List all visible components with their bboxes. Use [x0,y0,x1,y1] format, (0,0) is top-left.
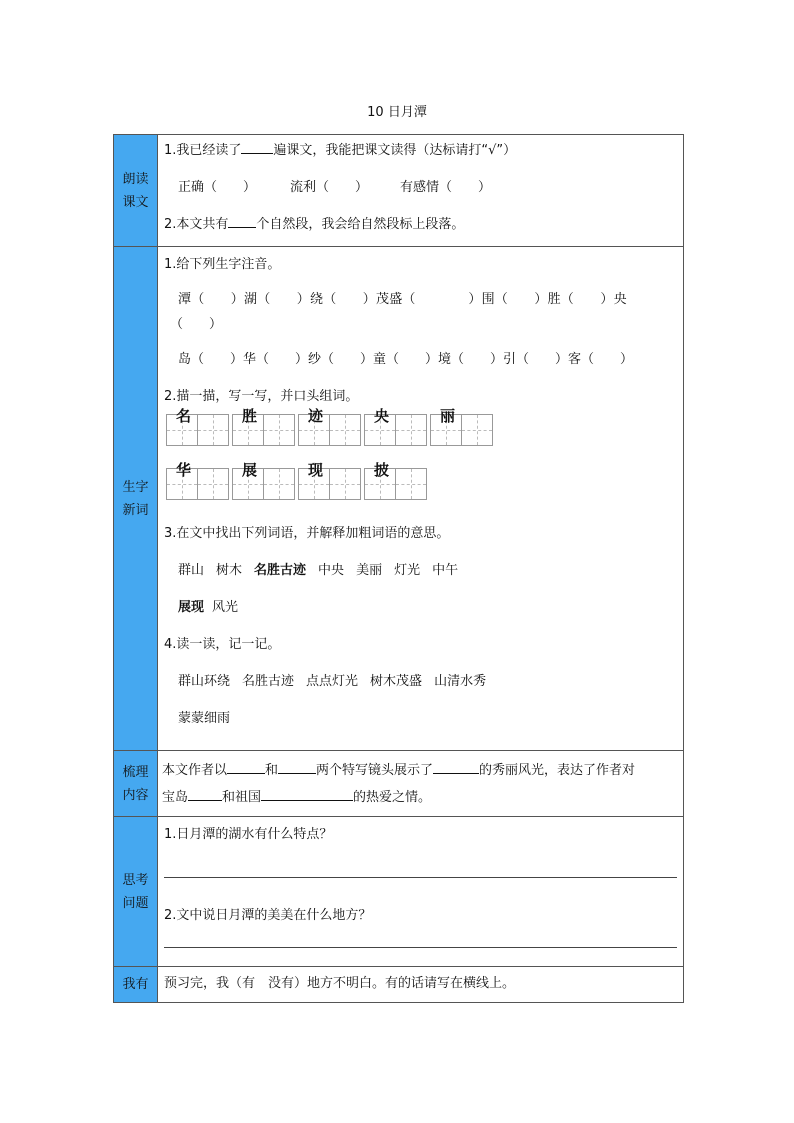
summary-text: 本文作者以 [162,763,228,778]
answer-line-1[interactable] [164,877,677,878]
label-vocab-line1: 生字 [122,479,149,495]
char-grid-row-1 [164,404,677,448]
phrase-list-2: 蒙蒙细雨 [178,711,231,726]
summary-text: 两个特写镜头展示了 [316,763,434,778]
trace-char: 胜 [242,407,258,425]
phrase: 树木茂盛 [370,674,423,689]
phrase-list-1 [164,670,677,689]
reading-q1 [164,139,677,158]
label-vocab [114,247,158,751]
phrase: 山清水秀 [434,674,487,689]
thinking-q1: 1.日月潭的湖水有什么特点？ [164,827,333,842]
label-thinking-line1: 思考 [122,872,149,888]
pinyin-row-1[interactable]: 潭（ ）湖（ ）绕（ ）茂盛（ ）围（ ）胜（ ）央 [178,292,627,307]
vocab-content [158,247,684,751]
label-reading-line1: 朗读 [122,171,149,187]
vocab-q4: 4.读一读，记一记。 [164,637,281,652]
summary-text: 宝岛 [162,790,189,805]
summary-blank-2[interactable] [278,761,316,774]
summary-blank-5[interactable] [261,788,353,801]
trace-char: 华 [176,461,192,479]
word-list-2 [164,596,677,615]
trace-char: 名 [176,407,192,425]
reading-count-blank[interactable] [241,141,273,154]
worksheet-table [113,134,684,1003]
reading-q2-suffix: 个自然段，我会给自然段标上段落。 [256,217,465,232]
thinking-content [158,817,684,967]
label-summary-line2: 内容 [122,787,149,803]
pinyin-row-1b[interactable]: （ ） [170,317,223,332]
phrase: 名胜古迹 [242,674,295,689]
summary-text: 的热爱之情。 [353,790,432,805]
option-correct[interactable]: 正确（ ） [178,180,257,195]
word: 中央 [318,563,345,578]
vocab-q2: 2.描一描，写一写，并口头组词。 [164,389,359,404]
label-reading [114,135,158,247]
option-expressive[interactable]: 有感情（ ） [400,180,492,195]
label-reading-line2: 课文 [122,194,149,210]
word: 群山 [178,563,205,578]
trace-char: 丽 [440,407,456,425]
option-fluent[interactable]: 流利（ ） [290,180,369,195]
page-title: 10 日月潭 [367,105,427,120]
paragraph-count-blank[interactable] [228,215,256,228]
trace-char: 迹 [308,407,324,425]
reading-q2 [164,213,677,232]
reading-q1-prefix: 1.我已经读了 [164,143,242,158]
word: 树木 [216,563,243,578]
label-thinking [114,817,158,967]
trace-char: 现 [308,461,324,479]
summary-blank-1[interactable] [227,761,265,774]
label-thinking-line2: 问题 [122,895,149,911]
summary-line-1 [162,759,677,778]
word-bold: 名胜古迹 [254,563,307,578]
reading-content [158,135,684,247]
trace-char: 披 [374,461,390,479]
reading-q2-prefix: 2.本文共有 [164,217,229,232]
answer-line-2[interactable] [164,947,677,948]
word: 灯光 [394,563,421,578]
label-summary-line1: 梳理 [122,764,149,780]
summary-line-2 [162,786,677,805]
label-summary [114,751,158,817]
summary-blank-3[interactable] [433,761,479,774]
word: 中午 [432,563,459,578]
reading-q1-suffix: 遍课文，我能把课文读得（达标请打“√”） [273,143,517,158]
phrase: 群山环绕 [178,674,231,689]
word: 美丽 [356,563,383,578]
summary-content [158,751,684,817]
mine-text[interactable]: 预习完，我（有 没有）地方不明白。有的话请写在横线上。 [164,976,516,991]
vocab-q3: 3.在文中找出下列词语，并解释加粗词语的意思。 [164,526,450,541]
label-vocab-line2: 新词 [122,502,149,518]
trace-char: 展 [242,461,258,479]
word: 风光 [212,600,239,615]
mine-content [158,967,684,1003]
char-grid-row-2 [164,458,677,504]
label-mine: 我有 [114,967,158,1003]
phrase: 点点灯光 [306,674,359,689]
summary-text: 和 [265,763,279,778]
vocab-q1: 1.给下列生字注音。 [164,257,281,272]
trace-char: 央 [374,407,390,425]
thinking-q2: 2.文中说日月潭的美美在什么地方？ [164,908,372,923]
word-list-1 [164,559,677,578]
reading-options [164,176,677,195]
summary-text: 的秀丽风光，表达了作者对 [479,763,636,778]
summary-blank-4[interactable] [188,788,222,801]
pinyin-row-2[interactable]: 岛（ ）华（ ）纱（ ）童（ ）境（ ）引（ ）客（ ） [178,352,634,367]
summary-text: 和祖国 [222,790,262,805]
word-bold: 展现 [178,600,205,615]
